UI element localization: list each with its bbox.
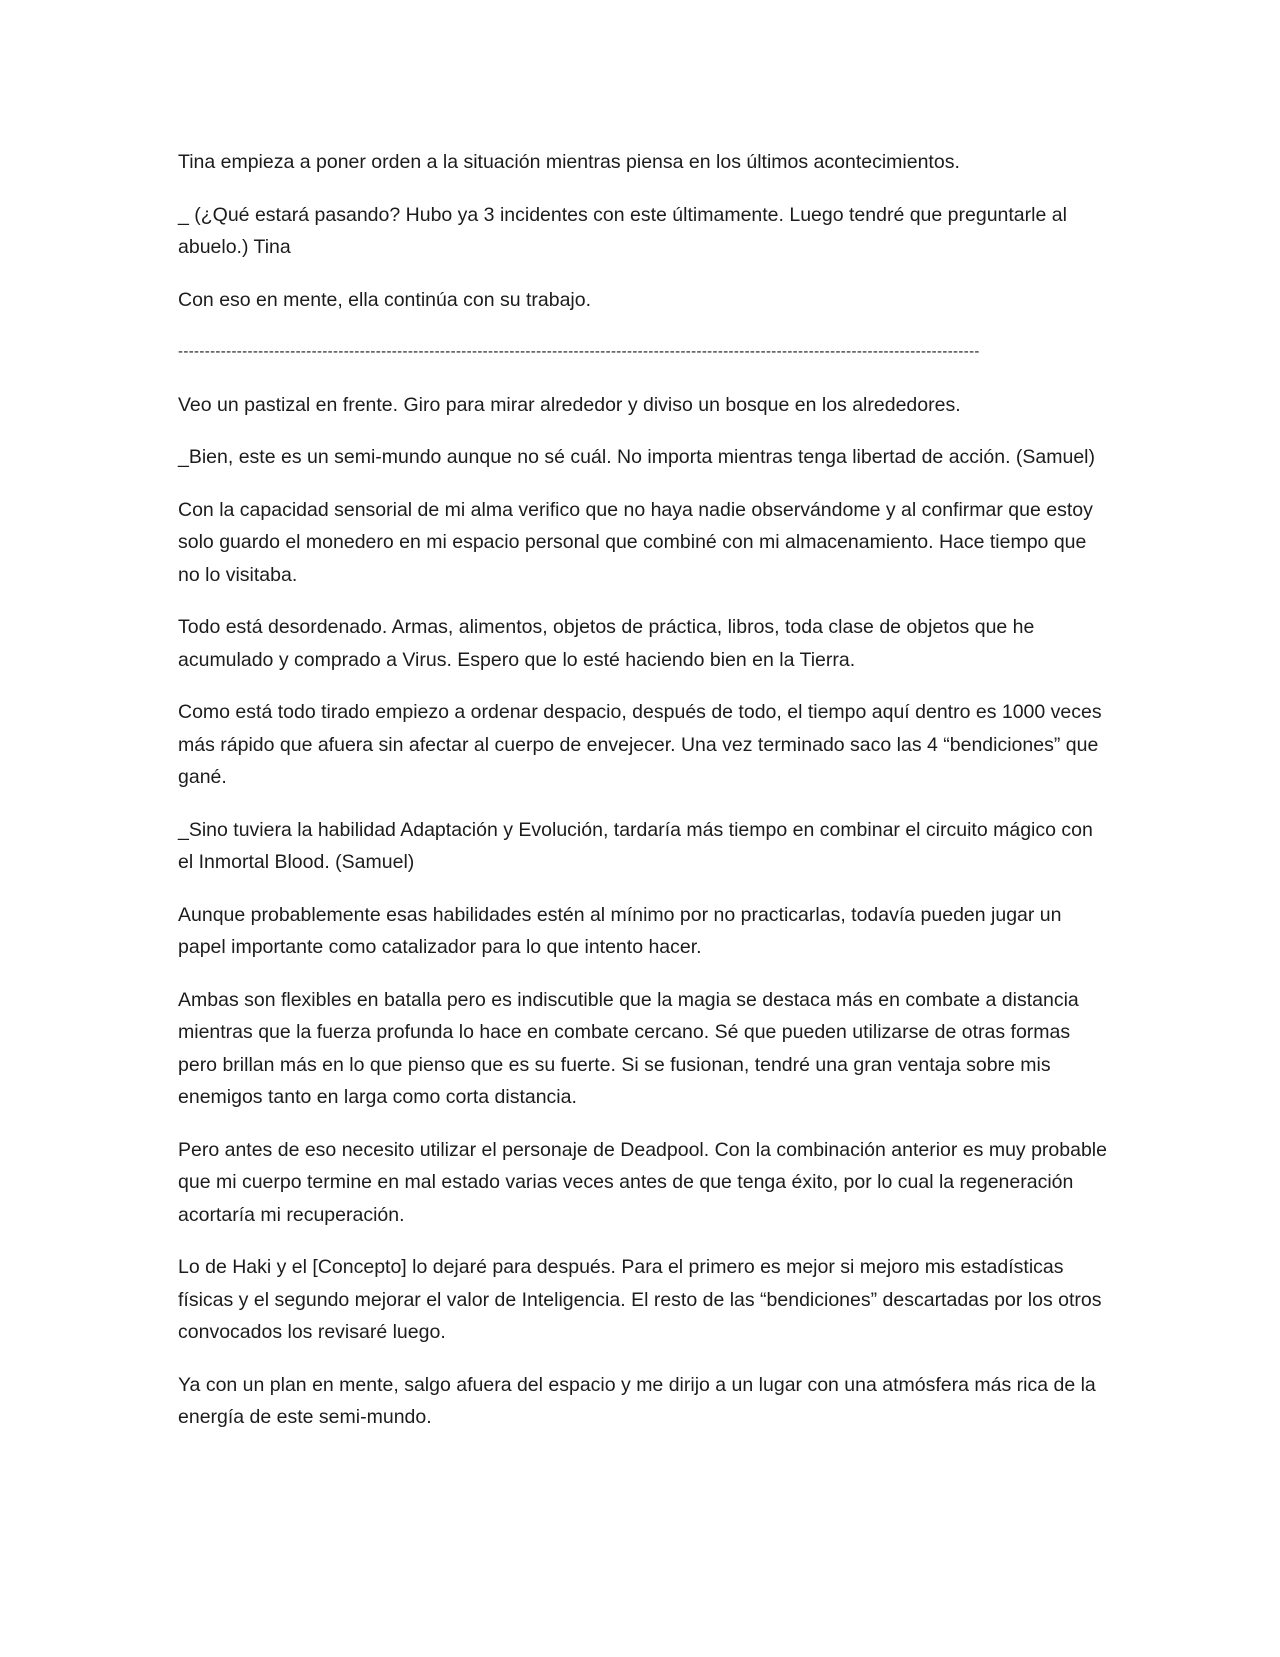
paragraph: Tina empieza a poner orden a la situación mientras piensa en los últimos acontecimientos.	[178, 151, 960, 173]
paragraph: Lo de Haki y el [Concepto] lo dejaré para después. Para el primero es mejor si mejoro mis estadísticas físicas y el segundo mejorar el valor de Inteligencia. El resto de las “bendiciones” descartadas por los otros convocados los revisaré luego.	[178, 1256, 1102, 1343]
paragraph: Veo un pastizal en frente. Giro para mirar alrededor y diviso un bosque en los alrededores.	[178, 393, 961, 416]
paragraph: Como está todo tirado empiezo a ordenar despacio, después de todo, el tiempo aquí dentro es 1000 veces más rápido que afuera sin afectar al cuerpo de envejecer. Una vez terminado saco las 4 “bendiciones” que gané.	[178, 701, 1102, 788]
paragraph: Con eso en mente, ella continúa con su trabajo.	[178, 288, 592, 311]
paragraph: Pero antes de eso necesito utilizar el personaje de Deadpool. Con la combinación anterior es muy probable que mi cuerpo termine en mal estado varias veces antes de que tenga éxito, por lo cual la regeneración acortaría mi recuperación.	[178, 1138, 1107, 1226]
paragraph: _Bien, este es un semi-mundo aunque no sé cuál. No importa mientras tenga libertad de acción. (Samuel)	[178, 446, 1096, 468]
document-body	[178, 146, 1108, 1454]
paragraph: Ambas son flexibles en batalla pero es indiscutible que la magia se destaca más en combate a distancia mientras que la fuerza profunda lo hace en combate cercano. Sé que pueden utilizarse de otras formas pero brillan más en lo que pienso que es su fuerte. Si se fusionan, tendré una gran ventaja sobre mis enemigos tanto en larga como corta distancia.	[178, 988, 1079, 1108]
section-separator: ------------------------------------------------------------------------------------------------------------------------------------------------------	[178, 343, 980, 360]
paragraph: Todo está desordenado. Armas, alimentos, objetos de práctica, libros, toda clase de objetos que he acumulado y comprado a Virus. Espero que lo esté haciendo bien en la Tierra.	[178, 616, 1035, 671]
paragraph: Con la capacidad sensorial de mi alma verifico que no haya nadie observándome y al confirmar que estoy solo guardo el monedero en mi espacio personal que combiné con mi almacenamiento. Hace tiempo que no lo visitaba.	[178, 498, 1093, 586]
paragraph: Ya con un plan en mente, salgo afuera del espacio y me dirijo a un lugar con una atmósfera más rica de la energía de este semi-mundo.	[178, 1373, 1096, 1428]
paragraph: Aunque probablemente esas habilidades estén al mínimo por no practicarlas, todavía pueden jugar un papel importante como catalizador para lo que intento hacer.	[178, 903, 1062, 958]
paragraph: _ (¿Qué estará pasando? Hubo ya 3 incidentes con este últimamente. Luego tendré que preguntarle al abuelo.) Tina	[178, 203, 1067, 258]
paragraph: _Sino tuviera la habilidad Adaptación y Evolución, tardaría más tiempo en combinar el circuito mágico con el Inmortal Blood. (Samuel)	[178, 818, 1093, 873]
